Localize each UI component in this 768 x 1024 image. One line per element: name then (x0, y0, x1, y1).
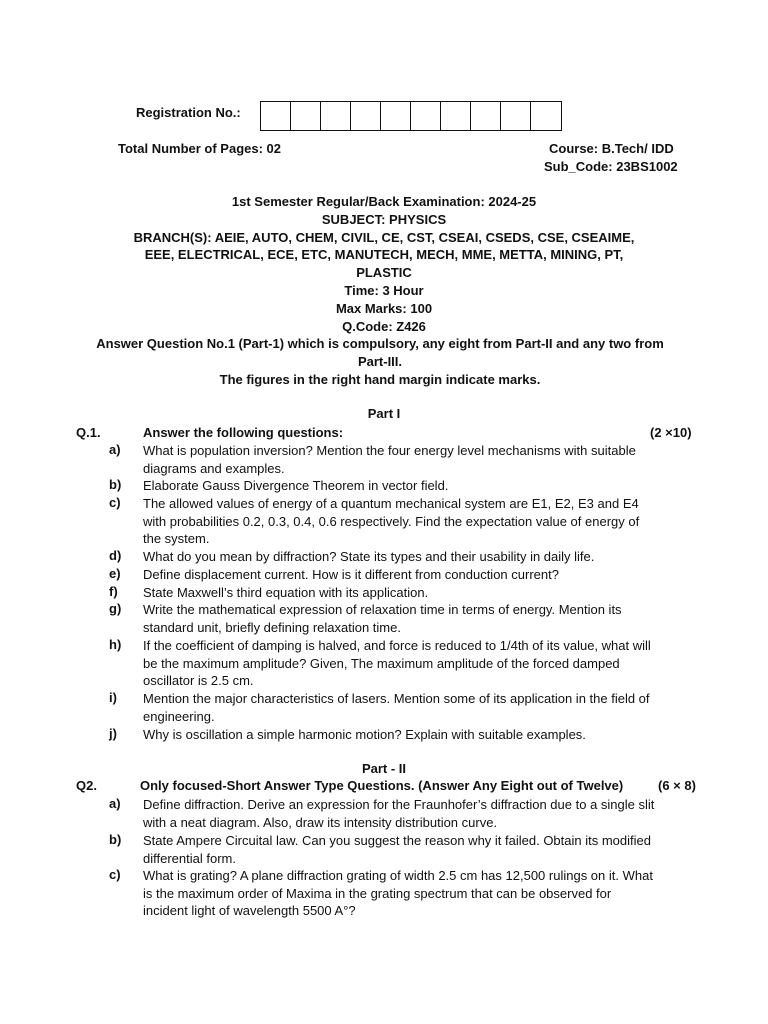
exam-time: Time: 3 Hour (344, 282, 424, 298)
course-info: Course: B.Tech/ IDD (549, 141, 674, 156)
registration-digit-box[interactable] (351, 102, 381, 130)
exam-max-marks: Max Marks: 100 (335, 300, 433, 316)
part1-item-label: a) (109, 442, 121, 457)
part2-item-text: State Ampere Circuital law. Can you suggest the reason why it failed. Obtain its modified differential form. (143, 833, 651, 866)
part1-marks: (2 ×10) (650, 425, 692, 440)
part1-item-text: What do you mean by diffraction? State its types and their usability in daily life. (143, 549, 595, 564)
part1-item-text: Write the mathematical expression of relaxation time in terms of energy. Mention its standard unit, briefly defining relaxation time. (143, 602, 622, 635)
part1-item-text: The allowed values of energy of a quantum mechanical system are E1, E2, E3 and E4 with probabilities 0.2, 0.3, 0.4, 0.6 respectively. Find the expectation value of energy of the system. (143, 496, 640, 547)
part2-marks: (6 × 8) (658, 778, 696, 793)
part1-item-label: f) (109, 584, 118, 599)
part1-item-text: State Maxwell’s third equation with its application. (143, 585, 429, 600)
part2-item-text: Define diffraction. Derive an expression for the Fraunhofer’s diffraction due to a single slit with a neat diagram. Also, draw its intensity distribution curve. (143, 797, 655, 830)
registration-digit-box[interactable] (381, 102, 411, 130)
part1-item-text: Mention the major characteristics of lasers. Mention some of its application in the field of engineering. (143, 691, 650, 724)
instruction-line2: Part-III. (357, 353, 403, 369)
registration-digit-box[interactable] (441, 102, 471, 130)
instruction-line1: Answer Question No.1 (Part-1) which is compulsory, any eight from Part-II and any two from (96, 336, 664, 351)
part1-item-label: i) (109, 690, 117, 705)
part1-item-label: e) (109, 566, 121, 581)
part1-item-label: j) (109, 726, 117, 741)
part1-heading: Answer the following questions: (143, 425, 344, 440)
registration-digit-box[interactable] (321, 102, 351, 130)
part1-item-label: c) (109, 495, 121, 510)
part1-item-text: What is population inversion? Mention the four energy level mechanisms with suitable diagrams and examples. (143, 443, 636, 476)
part1-item-label: d) (109, 548, 122, 563)
registration-number-boxes[interactable] (260, 101, 562, 131)
part1-item-text: If the coefficient of damping is halved, and force is reduced to 1/4th of its value, what will be the maximum amplitude? Given, The maximum amplitude of the forced damped oscillator is 2.5 cm. (143, 638, 651, 689)
exam-branches-line2: EEE, ELECTRICAL, ECE, ETC, MANUTECH, MECH, MME, METTA, MINING, PT, (144, 247, 624, 263)
exam-title: 1st Semester Regular/Back Examination: 2024-25 (231, 194, 537, 209)
registration-digit-box[interactable] (531, 102, 561, 130)
part1-item-label: g) (109, 601, 122, 616)
part1-item-text: Why is oscillation a simple harmonic motion? Explain with suitable examples. (143, 727, 586, 742)
part1-item-label: h) (109, 637, 122, 652)
part2-item-label: b) (109, 832, 122, 847)
part2-item-label: c) (109, 867, 121, 882)
registration-digit-box[interactable] (261, 102, 291, 130)
exam-branches-line3: PLASTIC (356, 265, 412, 281)
part2-heading: Only focused-Short Answer Type Questions. (Answer Any Eight out of Twelve) (140, 778, 624, 793)
part1-item-label: b) (109, 477, 122, 492)
registration-digit-box[interactable] (471, 102, 501, 130)
exam-branches-line1: BRANCH(S): AEIE, AUTO, CHEM, CIVIL, CE, CST, CSEAI, CSEDS, CSE, CSEAIME, (133, 229, 635, 245)
exam-qcode: Q.Code: Z426 (342, 318, 426, 334)
registration-digit-box[interactable] (411, 102, 441, 130)
part2-title: Part - II (361, 761, 407, 776)
total-pages: Total Number of Pages: 02 (118, 141, 282, 156)
registration-digit-box[interactable] (501, 102, 531, 130)
part2-question-number: Q2. (76, 778, 97, 793)
part2-item-text: What is grating? A plane diffraction grating of width 2.5 cm has 12,500 rulings on it. What is the maximum order of Maxima in the grating spectrum that can be observed for incident light of wavelength 5500 A°? (143, 868, 653, 919)
exam-instructions (60, 335, 700, 388)
instruction-line3: The figures in the right hand margin indicate marks. (219, 371, 541, 387)
registration-digit-box[interactable] (291, 102, 321, 130)
registration-label: Registration No.: (136, 105, 241, 120)
part1-item-text: Elaborate Gauss Divergence Theorem in vector field. (143, 478, 449, 493)
exam-info (90, 193, 678, 335)
part1-title: Part I (367, 406, 401, 421)
part1-question-number: Q.1. (76, 425, 101, 440)
exam-subject: SUBJECT: PHYSICS (321, 211, 447, 227)
subject-code: Sub_Code: 23BS1002 (544, 159, 678, 174)
part1-item-text: Define displacement current. How is it different from conduction current? (143, 567, 559, 582)
part2-item-label: a) (109, 796, 121, 811)
